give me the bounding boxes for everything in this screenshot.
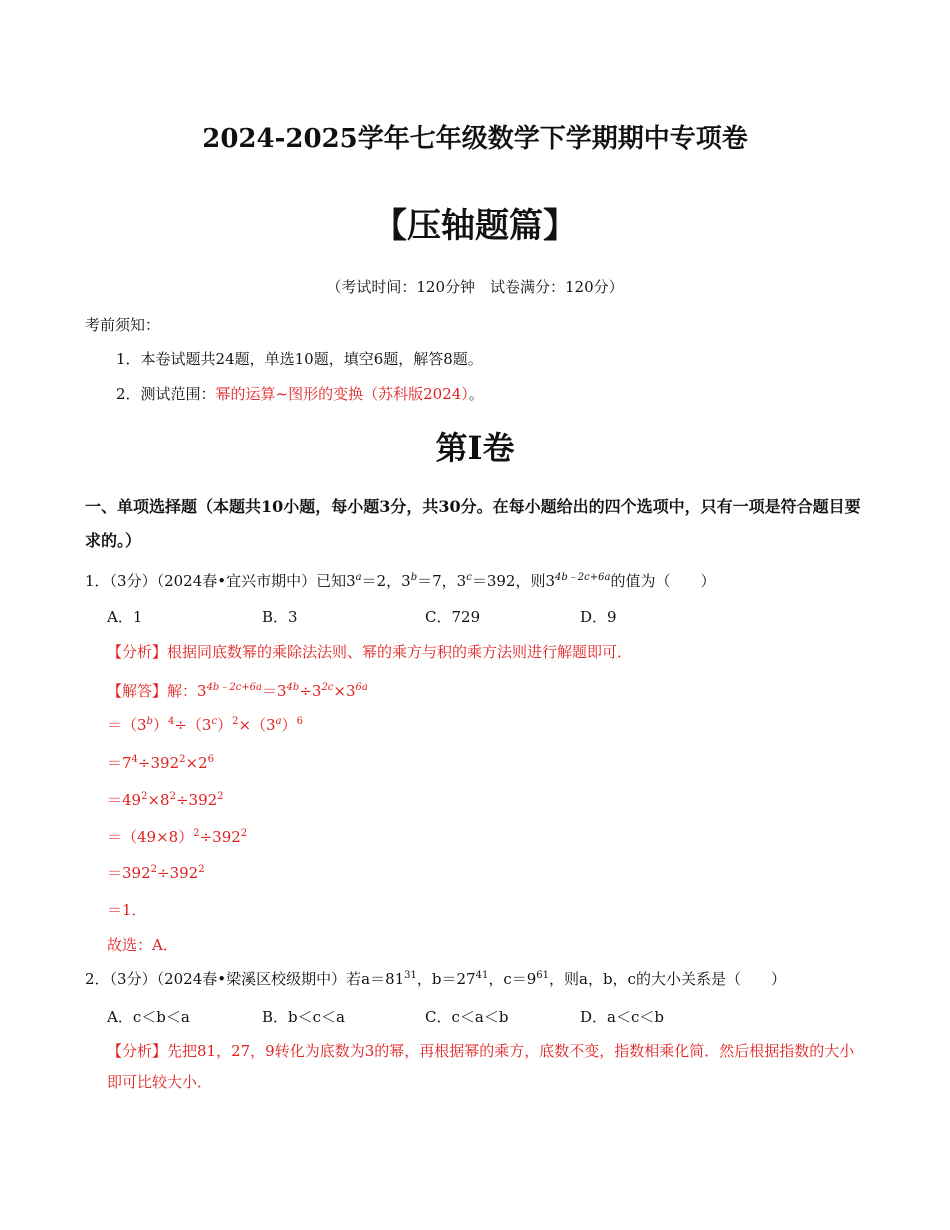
- option-d: D．a＜c＜b: [580, 1008, 664, 1026]
- exam-info: （考试时间：120分钟 试卷满分：120分）: [326, 278, 624, 296]
- section-1-heading: 一、单项选择题（本题共10小题，每小题3分，共30分。在每小题给出的四个选项中，只有一项是符合题目要求的。）: [85, 497, 861, 550]
- q1-solution-line-5: $=(49\times 8)^2\div 392^2$: [107, 828, 248, 846]
- math-text: ×3: [333, 682, 356, 700]
- notice-heading: 考前须知：: [85, 316, 161, 334]
- math-text: 3: [197, 682, 207, 700]
- stem-text: ＝2，3: [361, 572, 411, 590]
- q1-solution-line-6: $=392^2\div 392^2$: [107, 864, 205, 882]
- stem-text: 的值为（ ）: [610, 572, 716, 590]
- q1-solution-line-7: ＝1．: [107, 901, 147, 919]
- stem-text: ＝7，3: [417, 572, 467, 590]
- exponent: 4b: [286, 682, 300, 693]
- document-subtitle: 【压轴题篇】: [373, 206, 577, 246]
- notice-item-1: 1．本卷试题共24题，单选10题，填空6题，解答8题。: [116, 350, 483, 368]
- question-number: 2．: [85, 970, 110, 988]
- question-score: （3分）: [109, 970, 157, 988]
- notice-item-2-prefix: 2．测试范围：: [116, 385, 216, 403]
- document-title: 2024-2025学年七年级数学下学期期中专项卷: [202, 124, 748, 154]
- question-score: （3分）: [109, 572, 157, 590]
- q1-solution-line-4: $=49^2\times 8^2\div 392^2$: [107, 791, 224, 809]
- stem-text: ，c＝9: [488, 970, 537, 988]
- question-1-stem: [85, 568, 715, 591]
- q1-analysis: 【分析】根据同底数幂的乘除法法则、幂的乘方与积的乘方法则进行解题即可．: [107, 643, 633, 661]
- stem-text: ，则a，b，c的大小关系是（ ）: [549, 970, 786, 988]
- exponent: 41: [475, 970, 489, 981]
- q1-solution-line-2: $=(3^b)^4\div(3^c)^2\times(3^a)^6$: [107, 716, 303, 734]
- question-number: 1．: [85, 572, 110, 590]
- exponent: 31: [404, 970, 417, 981]
- stem-text: ＝392，则3: [471, 572, 556, 590]
- volume-title: 第Ⅰ卷: [435, 429, 515, 467]
- q1-solution-line-3: $=7^4\div 392^2\times 2^6$: [107, 754, 214, 772]
- option-a: A．1: [107, 608, 143, 626]
- option-b: B．b＜c＜a: [262, 1008, 345, 1026]
- stem-text: ，b＝27: [416, 970, 476, 988]
- test-range: 幂的运算~图形的变换（苏科版2024）: [215, 385, 469, 403]
- exponent: 4b﹣2c+6a: [555, 572, 611, 583]
- option-d: D．9: [580, 608, 617, 626]
- q1-solution-line-1: [107, 678, 368, 701]
- stem-text: 若a＝81: [346, 970, 405, 988]
- exponent: c: [466, 572, 472, 583]
- exponent: b: [410, 572, 418, 583]
- question-2-stem: [85, 968, 786, 989]
- option-c: C．c＜a＜b: [425, 1008, 509, 1026]
- notice-item-2-suffix: 。: [468, 385, 484, 403]
- exponent: 2c: [321, 682, 334, 693]
- q2-analysis: 【分析】先把81，27，9转化为底数为3的幂，再根据幂的乘方，底数不变，指数相乘化简．然后根据指数的大小即可比较大小．: [107, 1042, 855, 1091]
- stem-text: 已知3: [316, 572, 356, 590]
- exponent: 61: [536, 970, 550, 981]
- q1-conclusion: 故选：A．: [107, 936, 178, 954]
- math-text: ÷3: [299, 682, 322, 700]
- exponent: 6a: [355, 682, 368, 693]
- question-source: （2024春•宜兴市期中）: [156, 572, 317, 590]
- math-text: ＝3: [262, 682, 287, 700]
- option-c: C．729: [425, 608, 481, 626]
- question-source: （2024春•梁溪区校级期中）: [156, 970, 347, 988]
- exponent: a: [355, 572, 362, 583]
- notice-item-2: [116, 383, 484, 404]
- solution-label: 【解答】解：: [107, 682, 198, 700]
- option-a: A．c＜b＜a: [107, 1008, 190, 1026]
- exponent: 4b﹣2c+6a: [206, 682, 262, 693]
- option-b: B．3: [262, 608, 298, 626]
